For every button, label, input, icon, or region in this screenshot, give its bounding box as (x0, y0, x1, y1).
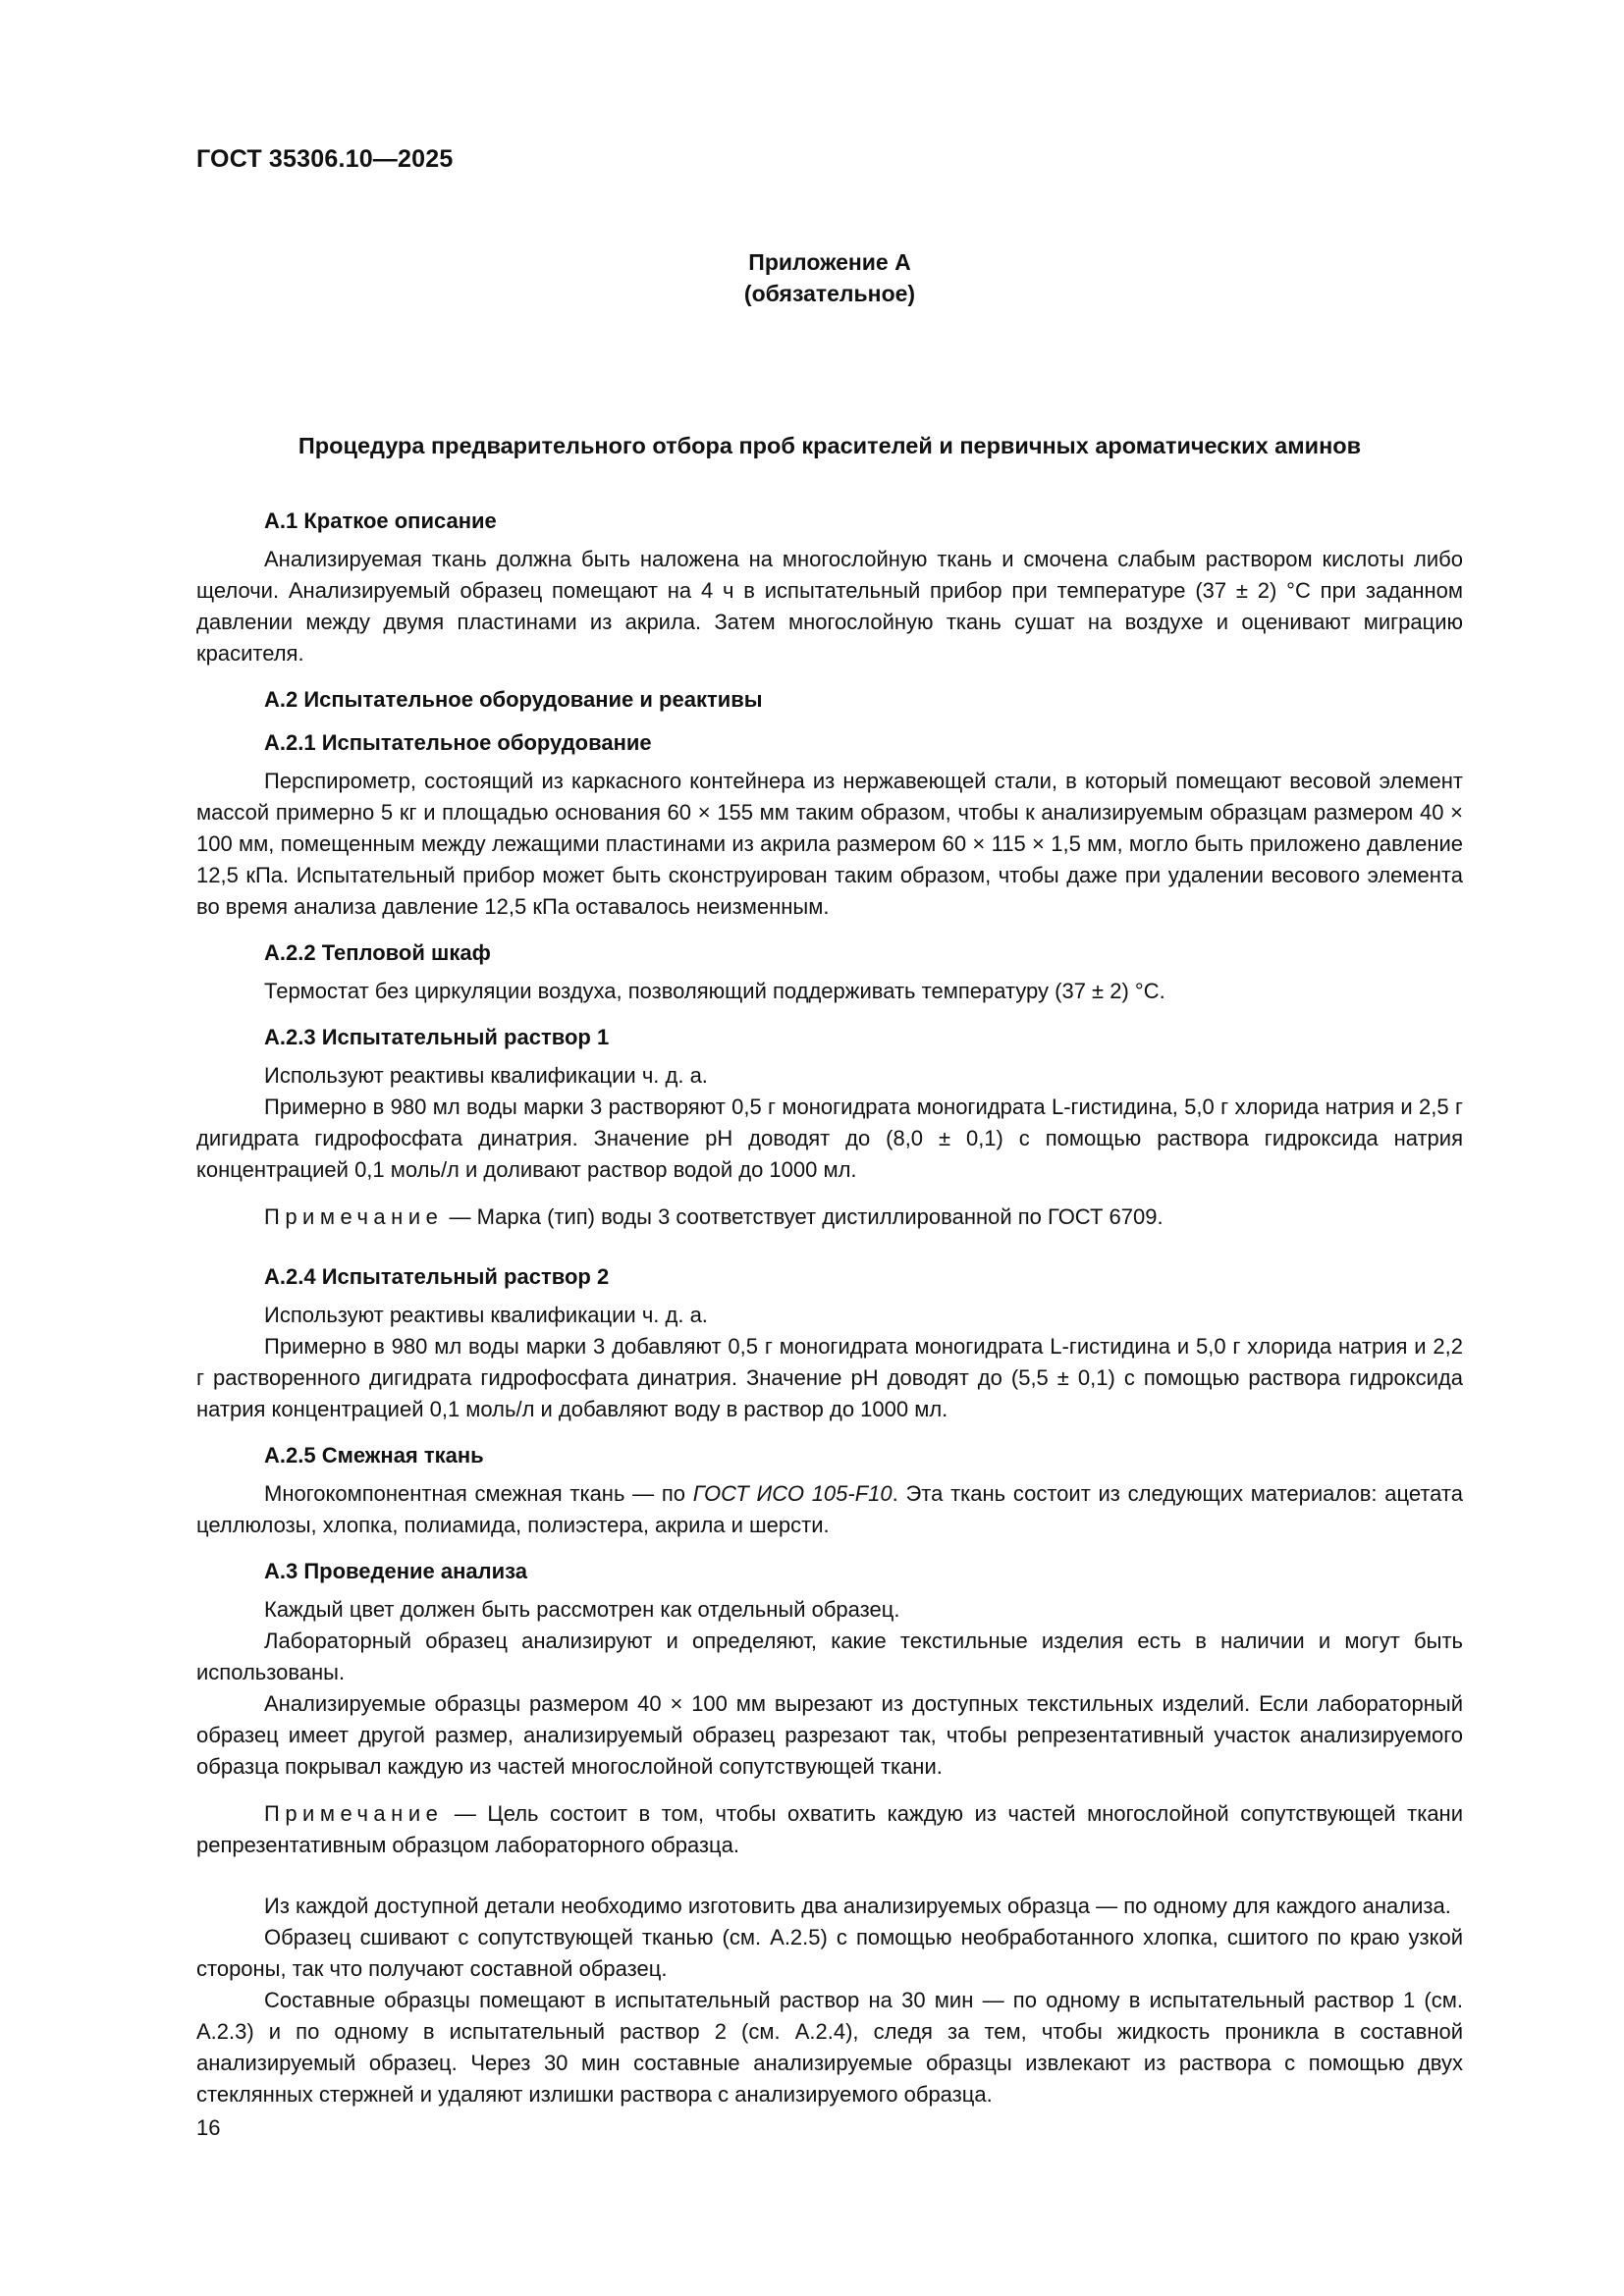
appendix-status: (обязательное) (743, 281, 916, 306)
section-a3-paragraph-6: Составные образцы помещают в испытательный раствор на 30 мин — по одному в испытательный раствор 1 (см. А.2.3) и по одному в испытательный раствор 2 (см. А.2.4), следя за тем, чтобы жидкость проникла в составной анализируемый образец. Через 30 мин составные анализируемые образцы извлекают из раствора с помощью двух стеклянных стержней и удаляют излишки раствора с анализируемого образца. (196, 1988, 1463, 2107)
appendix-main-title: Процедура предварительного отбора проб красителей и первичных ароматических аминов (298, 433, 1362, 458)
section-a2-heading: А.2 Испытательное оборудование и реактивы (264, 687, 763, 712)
section-a24-paragraph-2: Примерно в 980 мл воды марки 3 добавляют 0,5 г моногидрата моногидрата L-гистидина и 5,0 г хлорида натрия и 2,2 г растворенного дигидрата гидрофосфата динатрия. Значение pH доводят до (5,5 ± 0,1) с помощью раствора гидроксида натрия концентрацией 0,1 моль/л и добавляют воду в раствор до 1000 мл. (196, 1334, 1463, 1421)
section-a23-paragraph-2: Примерно в 980 мл воды марки 3 растворяют 0,5 г моногидрата моногидрата L-гистидина, 5,0 г хлорида натрия и 2,5 г дигидрата гидрофосфата динатрия. Значение pH доводят до (8,0 ± 0,1) с помощью раствора гидроксида натрия концентрацией 0,1 моль/л и доливают раствор водой до 1000 мл. (196, 1095, 1463, 1182)
appendix-header (196, 246, 1463, 309)
note-label: Примечание (264, 1204, 444, 1229)
page-number: 16 (196, 2115, 221, 2140)
section-a3-paragraph-1: Каждый цвет должен быть рассмотрен как отдельный образец. (264, 1597, 900, 1622)
section-a23-paragraph-1: Используют реактивы квалификации ч. д. а. (264, 1063, 708, 1088)
document-page (196, 145, 1463, 2110)
section-a3-paragraph-2: Лабораторный образец анализируют и определяют, какие текстильные изделия есть в наличии и могут быть использованы. (196, 1629, 1463, 1684)
section-a24-heading: А.2.4 Испытательный раствор 2 (264, 1264, 610, 1289)
section-a23-heading: А.2.3 Испытательный раствор 1 (264, 1025, 610, 1049)
appendix-title: Приложение А (748, 249, 911, 275)
section-a3-paragraph-4: Из каждой доступной детали необходимо изготовить два анализируемых образца — по одному для каждого анализа. (264, 1894, 1451, 1918)
section-a24-paragraph-1: Используют реактивы квалификации ч. д. а. (264, 1303, 708, 1327)
section-a22-paragraph: Термостат без циркуляции воздуха, позволяющий поддерживать температуру (37 ± 2) °С. (264, 979, 1165, 1003)
section-a21-heading: А.2.1 Испытательное оборудование (264, 730, 652, 755)
section-a1-paragraph: Анализируемая ткань должна быть наложена на многослойную ткань и смочена слабым раствором кислоты либо щелочи. Анализируемый образец помещают на 4 ч в испытательный прибор при температуре (37 ± 2) °С при заданном давлении между двумя пластинами из акрила. Затем многослойную ткань сушат на воздухе и оценивают миграцию красителя. (196, 547, 1463, 666)
section-a25-paragraph (196, 1478, 1463, 1541)
section-a3-paragraph-3: Анализируемые образцы размером 40 × 100 мм вырезают из доступных текстильных изделий. Если лабораторный образец имеет другой размер, анализируемый образец разрезают так, чтобы репрезентативный участок анализируемого образца покрывал каждую из частей многослойной сопутствующей ткани. (196, 1691, 1463, 1779)
section-a1-heading: А.1 Краткое описание (264, 508, 497, 533)
a25-text-start: Многокомпонентная смежная ткань — по (264, 1481, 693, 1506)
standard-reference: ГОСТ ИСО 105-F10 (692, 1481, 893, 1506)
document-code: ГОСТ 35306.10—2025 (196, 145, 454, 173)
section-a3-paragraph-5: Образец сшивают с сопутствующей тканью (см. А.2.5) с помощью необработанного хлопка, сшитого по краю узкой стороны, так что получают составной образец. (196, 1925, 1463, 1981)
a25-text-end: . Эта ткань состоит из следующих материалов: ацетата целлюлозы, хлопка, полиамида, полиэстера, акрила и шерсти. (196, 1481, 1463, 1537)
section-a23-note (196, 1201, 1463, 1233)
section-a22-heading: А.2.2 Тепловой шкаф (264, 940, 491, 965)
section-a3-note (196, 1798, 1463, 1861)
section-a3-heading: А.3 Проведение анализа (264, 1559, 528, 1583)
note-text: — Цель состоит в том, чтобы охватить каждую из частей многослойной сопутствующей ткани репрезентативным образцом лабораторного образца. (196, 1801, 1463, 1857)
section-a21-paragraph: Перспирометр, состоящий из каркасного контейнера из нержавеющей стали, в который помещают весовой элемент массой примерно 5 кг и площадью основания 60 × 155 мм таким образом, чтобы к анализируемым образцам размером 40 × 100 мм, помещенным между лежащими пластинами из акрила размером 60 × 115 × 1,5 мм, могло быть приложено давление 12,5 кПа. Испытательный прибор может быть сконструирован таким образом, чтобы даже при удалении весового элемента во время анализа давление 12,5 кПа оставалось неизменным. (196, 769, 1463, 919)
section-a25-heading: А.2.5 Смежная ткань (264, 1443, 484, 1468)
note-label: Примечание (264, 1801, 444, 1826)
note-text: — Марка (тип) воды 3 соответствует дистиллированной по ГОСТ 6709. (443, 1204, 1164, 1229)
